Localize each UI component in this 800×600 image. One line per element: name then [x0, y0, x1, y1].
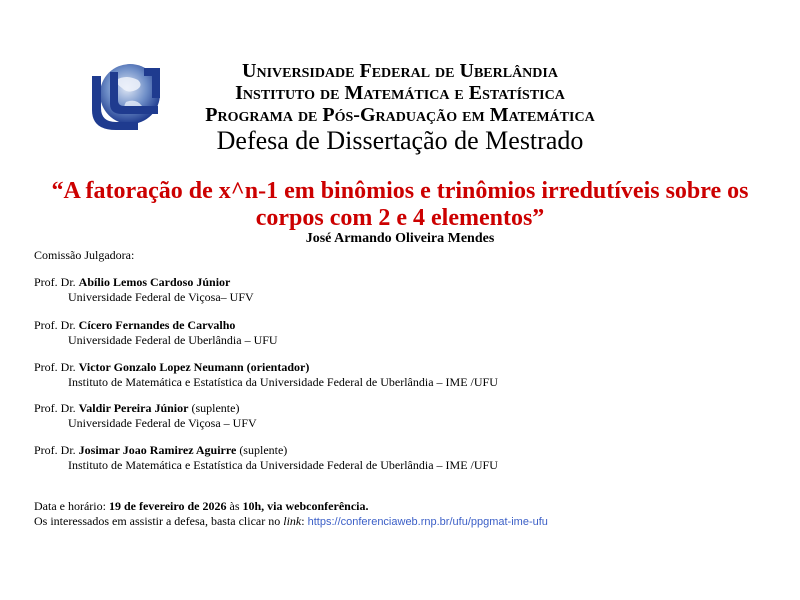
member-line: [34, 318, 235, 333]
member-name: Valdir Pereira Júnior: [78, 401, 189, 415]
access-text: Os interessados em assistir a defesa, basta clicar no: [34, 514, 281, 528]
header-block: [170, 60, 630, 156]
conference-link[interactable]: https://conferenciaweb.rnp.br/ufu/ppgmat-ime-ufu: [307, 516, 548, 528]
event-title: Defesa de Dissertação de Mestrado: [216, 126, 584, 155]
member-name: Victor Gonzalo Lopez Neumann (orientador): [78, 360, 310, 374]
member-prefix: Prof. Dr.: [34, 360, 76, 374]
datetime-label: Data e horário:: [34, 499, 106, 513]
program-name: Programa de Pós-Graduação em Matemática: [205, 104, 595, 126]
access-colon: :: [301, 514, 305, 528]
defense-date: 19 de fevereiro de 2026: [108, 499, 227, 513]
member-line: [34, 360, 309, 375]
member-line: [34, 275, 230, 290]
member-role: (suplente): [239, 443, 288, 457]
member-name: Josimar Joao Ramirez Aguirre: [78, 443, 237, 457]
thesis-title: “A fatoração de x^n-1 em binômios e trinômios irredutíveis sobre os corpos com 2 e 4 elementos”: [51, 178, 749, 231]
as-text: às: [229, 499, 240, 513]
member-prefix: Prof. Dr.: [34, 401, 76, 415]
institute-name: Instituto de Matemática e Estatística: [235, 82, 565, 104]
member-affiliation: Instituto de Matemática e Estatística da Universidade Federal de Uberlândia – IME /UFU: [68, 375, 498, 389]
member-affiliation: Universidade Federal de Viçosa – UFV: [68, 416, 257, 430]
access-line: [34, 514, 548, 530]
author-name: José Armando Oliveira Mendes: [305, 231, 495, 246]
member-affiliation: Instituto de Matemática e Estatística da Universidade Federal de Uberlândia – IME /UFU: [68, 458, 498, 472]
ufu-logo: [86, 58, 166, 136]
member-name: Abílio Lemos Cardoso Júnior: [78, 275, 231, 289]
member-prefix: Prof. Dr.: [34, 275, 76, 289]
member-role: (suplente): [191, 401, 240, 415]
link-word: link: [283, 514, 302, 528]
member-line: [34, 401, 239, 416]
datetime-line: [34, 499, 368, 514]
defense-time: 10h, via webconferência.: [242, 499, 369, 513]
member-line: [34, 443, 287, 458]
member-affiliation: Universidade Federal de Uberlândia – UFU: [68, 333, 278, 347]
member-affiliation: Universidade Federal de Viçosa– UFV: [68, 290, 254, 304]
committee-label: Comissão Julgadora:: [34, 248, 135, 262]
university-name: Universidade Federal de Uberlândia: [242, 60, 558, 82]
member-prefix: Prof. Dr.: [34, 443, 76, 457]
member-name: Cícero Fernandes de Carvalho: [78, 318, 236, 332]
member-prefix: Prof. Dr.: [34, 318, 76, 332]
